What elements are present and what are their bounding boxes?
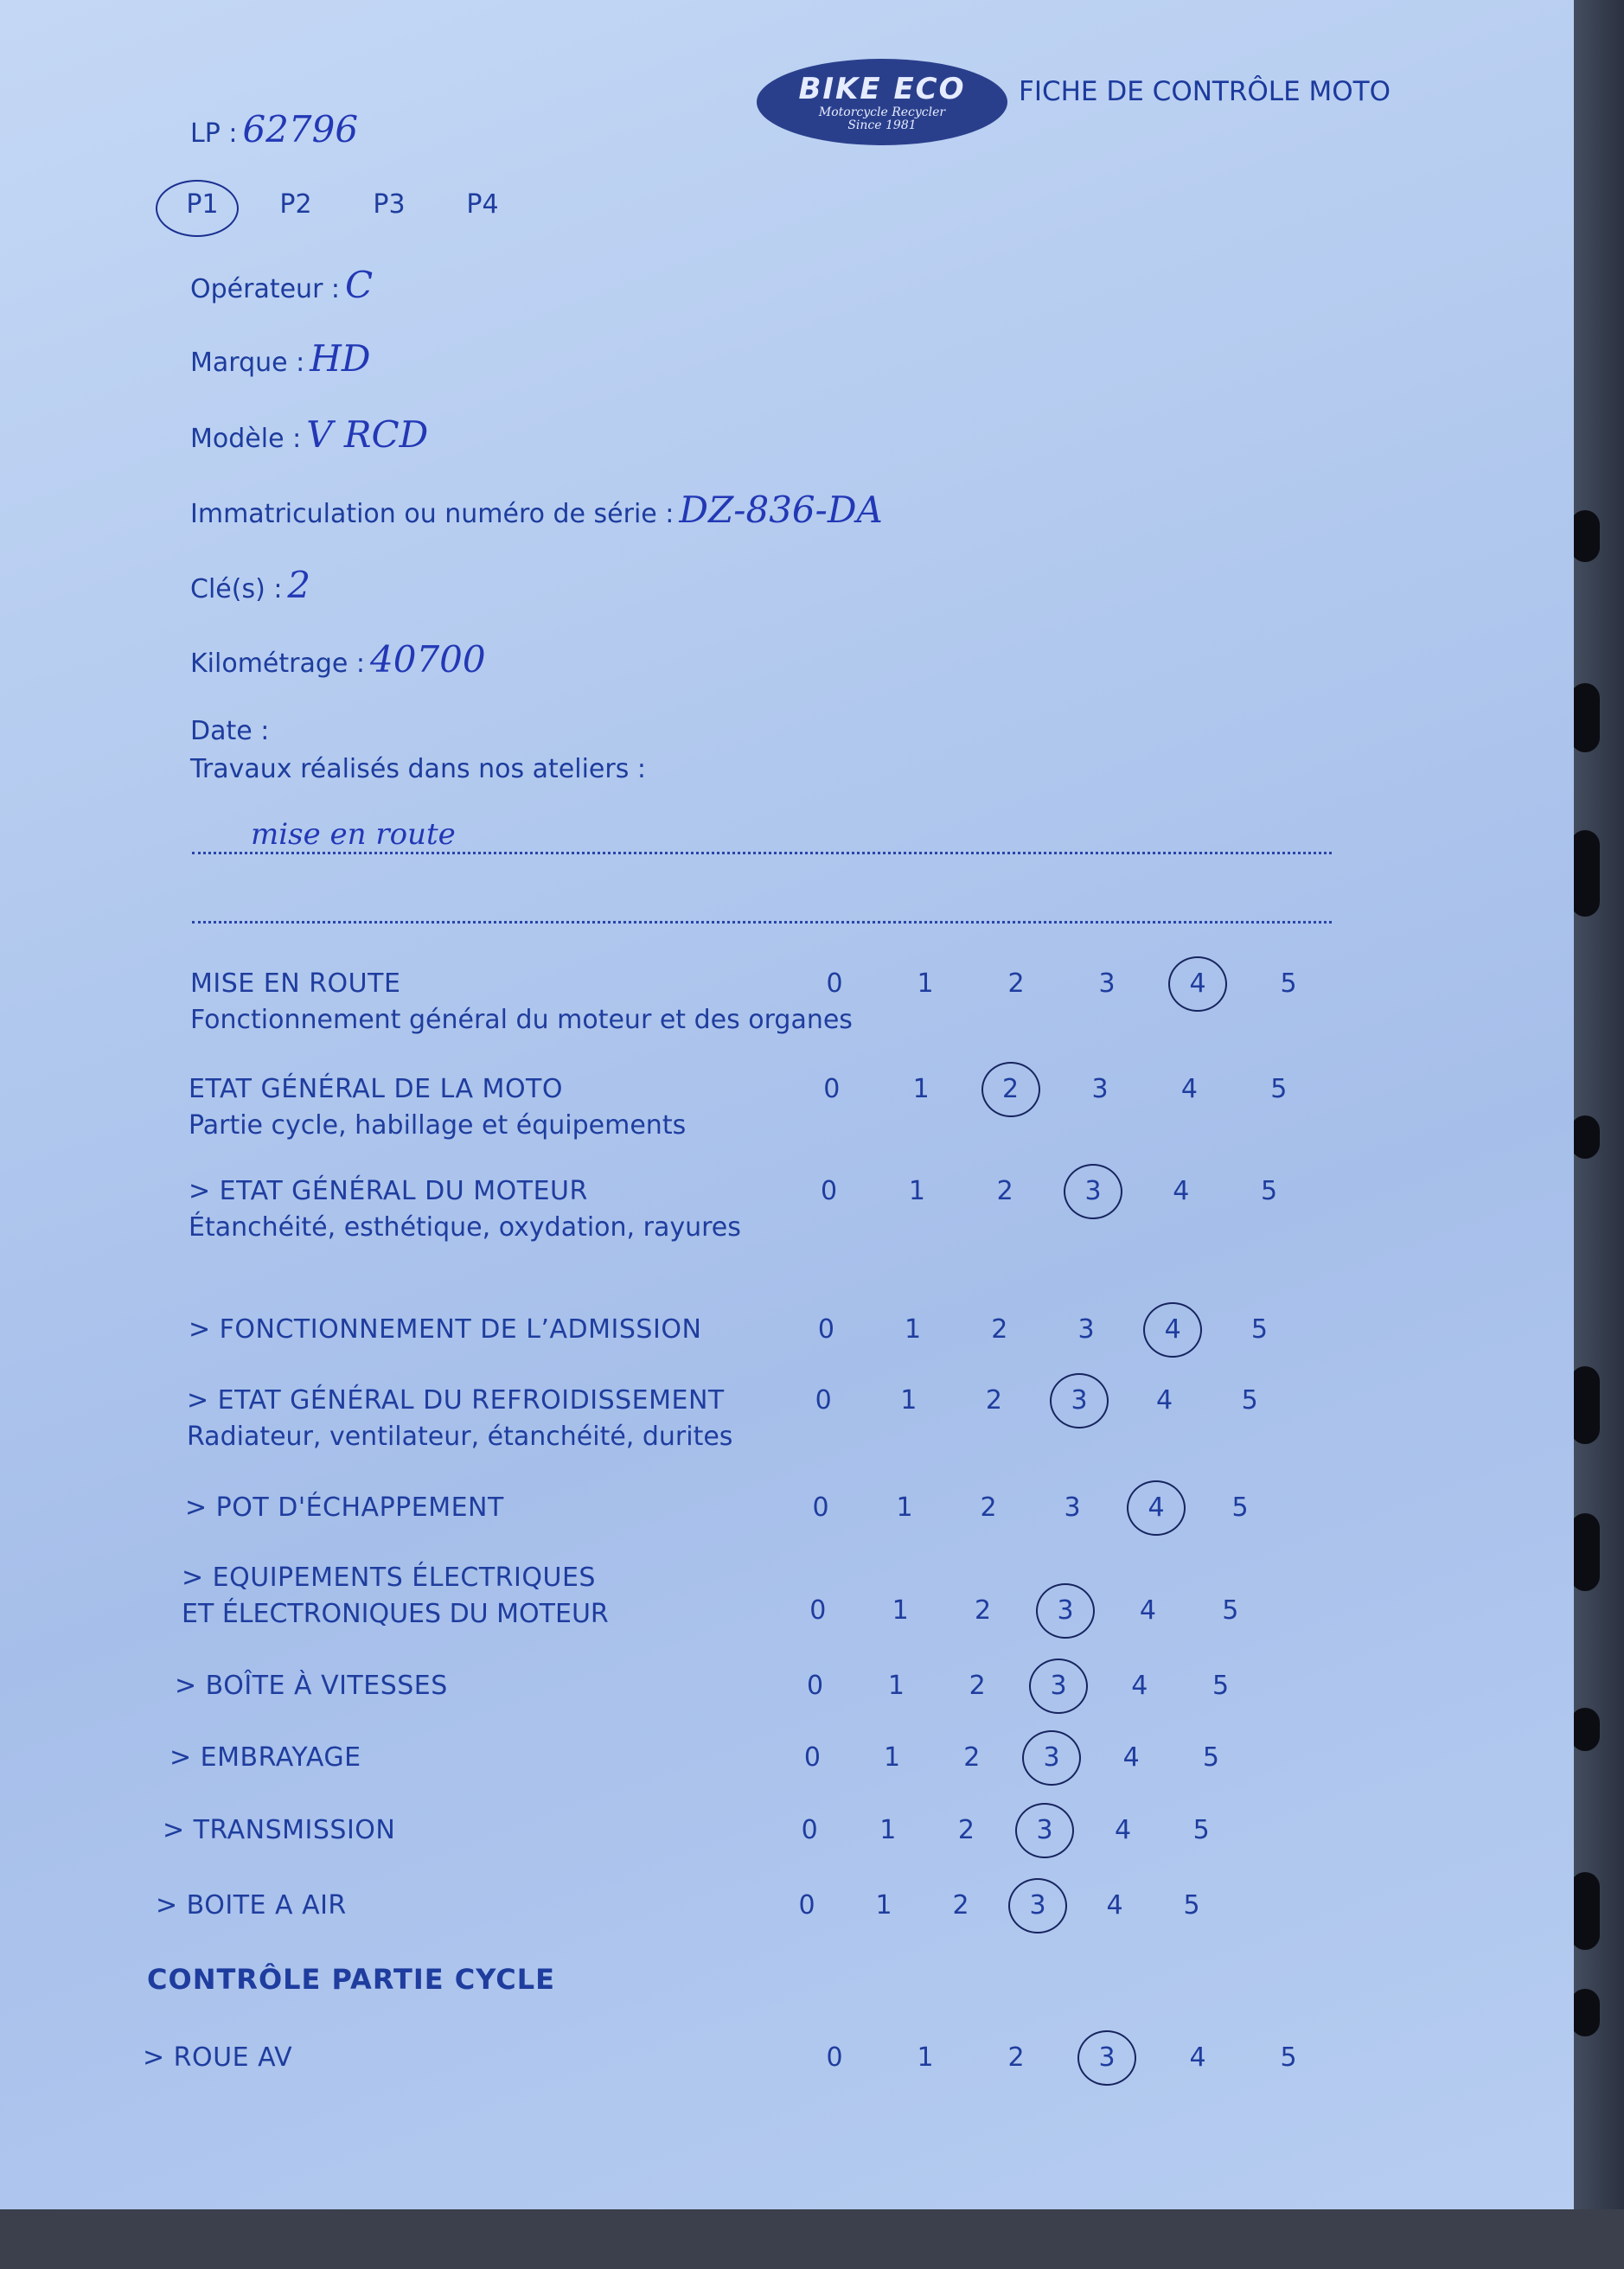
score-option-2[interactable]: 2	[991, 1314, 1008, 1345]
score-option-3[interactable]: 3	[1053, 1375, 1105, 1427]
score-option-3[interactable]: 3	[1081, 2032, 1133, 2084]
binder-hole	[1570, 830, 1600, 917]
priority-tab-4[interactable]: P4	[466, 189, 499, 220]
score-option-0[interactable]: 0	[826, 968, 843, 999]
works-line-2	[192, 921, 1332, 924]
score-option-1[interactable]: 1	[896, 1492, 913, 1523]
score-option-3[interactable]: 3	[1077, 1314, 1095, 1345]
score-option-0[interactable]: 0	[803, 1742, 821, 1773]
score-option-4[interactable]: 4	[1189, 2042, 1206, 2073]
binder-hole	[1570, 1115, 1600, 1159]
score-option-2[interactable]: 2	[952, 1890, 969, 1921]
operator-label: Opérateur :	[190, 274, 341, 304]
score-option-1[interactable]: 1	[917, 968, 934, 999]
logo-since: Since 1981	[847, 118, 917, 132]
score-option-4[interactable]: 4	[1115, 1815, 1132, 1845]
score-option-2[interactable]: 2	[985, 1385, 1002, 1416]
score-option-5[interactable]: 5	[1183, 1890, 1200, 1921]
score-option-4[interactable]: 4	[1172, 958, 1224, 1010]
score-option-2[interactable]: 2	[980, 1492, 997, 1523]
date-label: Date :	[190, 716, 270, 746]
score-option-0[interactable]: 0	[815, 1385, 832, 1416]
check-description: Fonctionnement général du moteur et des organes	[190, 1005, 853, 1035]
sleeve-bottom-edge	[0, 2209, 1624, 2269]
keys-value: 2	[287, 564, 311, 606]
score-option-4[interactable]: 4	[1130, 1482, 1182, 1534]
priority-tab-3[interactable]: P3	[373, 189, 406, 220]
score-option-5[interactable]: 5	[1202, 1742, 1219, 1773]
score-option-0[interactable]: 0	[812, 1492, 829, 1523]
score-option-4[interactable]: 4	[1147, 1304, 1199, 1356]
score-option-1[interactable]: 1	[875, 1890, 892, 1921]
score-option-4[interactable]: 4	[1173, 1176, 1190, 1206]
priority-tabs	[156, 182, 529, 228]
mileage-value: 40700	[370, 638, 486, 681]
check-description: ET ÉLECTRONIQUES DU MOTEUR	[182, 1599, 609, 1629]
lp-field	[190, 108, 358, 150]
score-option-1[interactable]: 1	[917, 2042, 934, 2073]
section-cycle-title: CONTRÔLE PARTIE CYCLE	[147, 1963, 555, 1996]
score-option-4[interactable]: 4	[1106, 1890, 1123, 1921]
score-option-0[interactable]: 0	[798, 1890, 815, 1921]
score-option-1[interactable]: 1	[879, 1815, 897, 1845]
works-label: Travaux réalisés dans nos ateliers :	[190, 754, 646, 784]
works-line-1	[192, 852, 1332, 854]
registration-field	[190, 489, 883, 531]
score-option-5[interactable]: 5	[1250, 1314, 1268, 1345]
score-option-4[interactable]: 4	[1156, 1385, 1173, 1416]
score-option-4[interactable]: 4	[1139, 1595, 1156, 1626]
score-option-2[interactable]: 2	[975, 1595, 992, 1626]
score-option-1[interactable]: 1	[900, 1385, 917, 1416]
binder-hole	[1570, 1872, 1600, 1950]
score-option-5[interactable]: 5	[1222, 1595, 1239, 1626]
brand-value: HD	[310, 337, 371, 380]
works-value: mise en route	[251, 817, 456, 852]
logo-brand: BIKE ECO	[798, 72, 966, 106]
mileage-field	[190, 638, 486, 681]
check-label: > ETAT GÉNÉRAL DU MOTEUR	[189, 1176, 588, 1206]
mileage-label: Kilométrage :	[190, 649, 366, 679]
score-option-5[interactable]: 5	[1231, 1492, 1249, 1523]
operator-value: C	[345, 264, 374, 306]
score-option-5[interactable]: 5	[1280, 968, 1297, 999]
score-option-3[interactable]: 3	[1033, 1660, 1084, 1712]
keys-label: Clé(s) :	[190, 574, 283, 604]
registration-value: DZ-836-DA	[679, 489, 883, 531]
binder-hole	[1570, 510, 1600, 562]
check-description: Radiateur, ventilateur, étanchéité, durites	[187, 1422, 733, 1452]
binder-hole	[1570, 683, 1600, 752]
score-option-0[interactable]: 0	[807, 1671, 824, 1701]
score-option-1[interactable]: 1	[908, 1176, 925, 1206]
check-label: > TRANSMISSION	[163, 1815, 396, 1845]
check-label: > EMBRAYAGE	[169, 1742, 361, 1773]
score-option-2[interactable]: 2	[1007, 2042, 1025, 2073]
bike-eco-logo	[757, 59, 1007, 145]
binder-hole	[1570, 1989, 1600, 2036]
score-option-3[interactable]: 3	[1039, 1585, 1091, 1637]
score-option-4[interactable]: 4	[1122, 1742, 1140, 1773]
operator-field	[190, 264, 373, 306]
check-label: > BOITE A AIR	[156, 1890, 347, 1921]
score-option-1[interactable]: 1	[912, 1074, 930, 1104]
check-label: > POT D'ÉCHAPPEMENT	[185, 1492, 504, 1523]
check-label: > EQUIPEMENTS ÉLECTRIQUES	[182, 1563, 596, 1593]
model-label: Modèle :	[190, 424, 302, 454]
keys-field	[190, 564, 310, 606]
binder-hole	[1570, 1366, 1600, 1444]
score-option-5[interactable]: 5	[1270, 1074, 1288, 1104]
score-option-1[interactable]: 1	[887, 1671, 905, 1701]
priority-tab-2[interactable]: P2	[279, 189, 312, 220]
brand-label: Marque :	[190, 348, 305, 378]
brand-field	[190, 337, 371, 380]
check-label: > BOÎTE À VITESSES	[175, 1671, 448, 1701]
check-label: ETAT GÉNÉRAL DE LA MOTO	[189, 1074, 563, 1104]
check-description: Étanchéité, esthétique, oxydation, rayures	[189, 1212, 741, 1243]
score-option-3[interactable]: 3	[1067, 1166, 1119, 1218]
score-option-1[interactable]: 1	[892, 1595, 909, 1626]
score-option-0[interactable]: 0	[801, 1815, 818, 1845]
score-option-3[interactable]: 3	[1012, 1880, 1064, 1932]
score-option-2[interactable]: 2	[969, 1671, 986, 1701]
check-description: Partie cycle, habillage et équipements	[189, 1110, 687, 1141]
score-option-5[interactable]: 5	[1241, 1385, 1258, 1416]
score-option-0[interactable]: 0	[821, 1176, 838, 1206]
score-option-5[interactable]: 5	[1280, 2042, 1297, 2073]
binder-hole	[1570, 1708, 1600, 1751]
score-option-3[interactable]: 3	[1019, 1805, 1071, 1857]
score-option-2[interactable]: 2	[985, 1064, 1037, 1115]
logo-tagline: Motorcycle Recycler	[818, 105, 946, 119]
score-option-2[interactable]: 2	[957, 1815, 975, 1845]
registration-label: Immatriculation ou numéro de série :	[190, 499, 675, 529]
score-option-3[interactable]: 3	[1091, 1074, 1109, 1104]
score-option-1[interactable]: 1	[905, 1314, 922, 1345]
priority-tab-1[interactable]: P1	[156, 182, 249, 228]
lp-value: 62796	[242, 108, 359, 150]
date-field	[190, 716, 269, 746]
score-option-2[interactable]: 2	[963, 1742, 981, 1773]
score-option-5[interactable]: 5	[1261, 1176, 1278, 1206]
binder-hole	[1570, 1513, 1600, 1591]
check-label: > FONCTIONNEMENT DE L’ADMISSION	[189, 1314, 702, 1345]
score-option-0[interactable]: 0	[826, 2042, 843, 2073]
model-field	[190, 413, 428, 456]
model-value: V RCD	[306, 413, 429, 456]
score-option-3[interactable]: 3	[1098, 968, 1116, 999]
score-option-5[interactable]: 5	[1212, 1671, 1230, 1701]
score-option-3[interactable]: 3	[1026, 1732, 1077, 1784]
score-option-5[interactable]: 5	[1192, 1815, 1210, 1845]
check-label: > ROUE AV	[143, 2042, 293, 2073]
score-option-2[interactable]: 2	[996, 1176, 1013, 1206]
check-label: MISE EN ROUTE	[190, 968, 401, 999]
score-option-0[interactable]: 0	[823, 1074, 841, 1104]
score-option-4[interactable]: 4	[1180, 1074, 1198, 1104]
lp-label: LP :	[190, 118, 238, 149]
score-option-2[interactable]: 2	[1007, 968, 1025, 999]
score-option-0[interactable]: 0	[817, 1314, 834, 1345]
score-option-1[interactable]: 1	[884, 1742, 901, 1773]
page-title: FICHE DE CONTRÔLE MOTO	[1019, 76, 1391, 107]
score-option-0[interactable]: 0	[809, 1595, 827, 1626]
score-option-4[interactable]: 4	[1131, 1671, 1148, 1701]
check-label: > ETAT GÉNÉRAL DU REFROIDISSEMENT	[187, 1385, 725, 1416]
score-option-3[interactable]: 3	[1064, 1492, 1081, 1523]
